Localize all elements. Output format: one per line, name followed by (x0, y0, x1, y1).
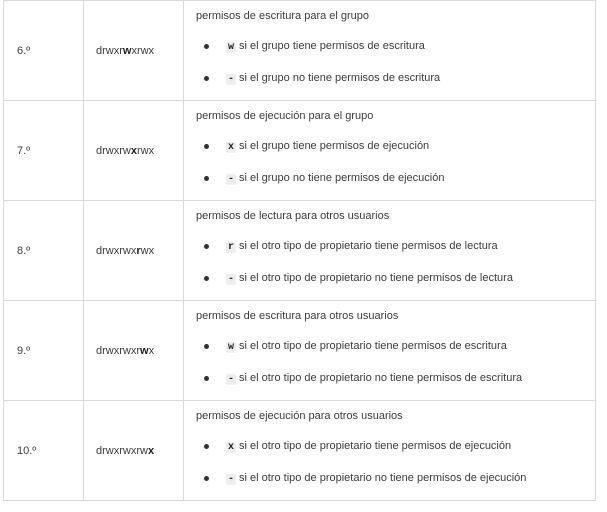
bullet-text: si el grupo tiene permisos de ejecución (239, 140, 430, 152)
list-item (196, 271, 585, 287)
permission-flag: - (228, 174, 235, 185)
bullet-list (196, 339, 585, 387)
bullet-text: si el otro tipo de propietario no tiene permisos de escritura (239, 372, 523, 384)
permission-string-after: wx (140, 244, 155, 257)
bullet-text: si el otro tipo de propietario no tiene permisos de lectura (239, 272, 513, 284)
description-title: permisos de ejecución para el grupo (196, 110, 374, 122)
permission-flag: - (228, 274, 235, 285)
permission-flag: r (228, 242, 235, 253)
position-cell (4, 201, 84, 301)
permission-string-highlight: w (140, 344, 149, 357)
permission-string-highlight: w (122, 44, 132, 57)
bullet-list (196, 239, 585, 287)
description-title: permisos de lectura para otros usuarios (196, 210, 390, 222)
description-title: permisos de ejecución para otros usuarios (196, 410, 403, 422)
list-item (196, 339, 585, 355)
position-cell (4, 301, 84, 401)
permission-flag: - (228, 74, 235, 85)
permission-string-highlight: x (147, 444, 155, 457)
table-row (4, 201, 596, 301)
position-label: 9.º (17, 344, 31, 357)
permission-string-after: xrwx (131, 44, 155, 57)
permission-flag: w (228, 42, 235, 53)
permission-string-highlight: r (136, 244, 141, 257)
position-label: 8.º (17, 244, 31, 257)
permission-string-before: drwxrw (96, 144, 131, 157)
list-item (196, 71, 585, 87)
permission-string-cell (84, 401, 184, 501)
permission-string (96, 245, 154, 257)
bullet-text: si el otro tipo de propietario no tiene permisos de ejecución (239, 472, 527, 484)
permission-string-cell (84, 301, 184, 401)
permissions-table (3, 0, 596, 501)
description-title: permisos de escritura para el grupo (196, 10, 370, 22)
permission-string-before: drwxr (96, 44, 123, 57)
permission-string-after: x (148, 344, 155, 357)
list-item (196, 239, 585, 255)
description-title: permisos de escritura para otros usuarios (196, 310, 399, 322)
permission-string-before: drwxrwx (96, 244, 137, 257)
description-cell (184, 401, 596, 501)
permission-string (96, 345, 154, 357)
permission-string-cell (84, 101, 184, 201)
list-item (196, 171, 585, 187)
list-item (196, 139, 585, 155)
table-body (4, 1, 596, 501)
list-item (196, 439, 585, 455)
list-item (196, 371, 585, 387)
bullet-text: si el grupo no tiene permisos de escritura (239, 72, 441, 84)
bullet-text: si el otro tipo de propietario tiene permisos de ejecución (239, 440, 512, 452)
position-label: 10.º (17, 444, 37, 457)
position-cell (4, 401, 84, 501)
description-cell (184, 201, 596, 301)
table-row (4, 301, 596, 401)
table-row (4, 401, 596, 501)
list-item (196, 471, 585, 487)
permission-string (96, 45, 154, 57)
permission-flag: w (228, 342, 235, 353)
bullet-list (196, 39, 585, 87)
list-item (196, 39, 585, 55)
position-label: 7.º (17, 144, 31, 157)
permission-string (96, 145, 154, 157)
permission-string-cell (84, 201, 184, 301)
description-cell (184, 1, 596, 101)
bullet-text: si el otro tipo de propietario tiene permisos de lectura (239, 240, 498, 252)
position-cell (4, 1, 84, 101)
description-cell (184, 101, 596, 201)
permission-flag: - (228, 474, 235, 485)
position-cell (4, 101, 84, 201)
permission-string-before: drwxrwxrw (96, 444, 148, 457)
table-row (4, 101, 596, 201)
bullet-text: si el otro tipo de propietario tiene permisos de escritura (239, 340, 507, 352)
description-cell (184, 301, 596, 401)
position-label: 6.º (17, 44, 31, 57)
table-row (4, 1, 596, 101)
permission-string-highlight: x (130, 144, 137, 157)
permission-string-cell (84, 1, 184, 101)
bullet-list (196, 439, 585, 487)
permission-flag: x (228, 442, 235, 453)
bullet-text: si el grupo tiene permisos de escritura (239, 40, 425, 52)
permission-flag: x (228, 142, 235, 153)
permission-flag: - (228, 374, 235, 385)
permission-string-before: drwxrwxr (96, 344, 140, 357)
permission-string (96, 445, 154, 457)
bullet-list (196, 139, 585, 187)
bullet-text: si el grupo no tiene permisos de ejecución (239, 172, 445, 184)
permission-string-after: rwx (136, 144, 155, 157)
